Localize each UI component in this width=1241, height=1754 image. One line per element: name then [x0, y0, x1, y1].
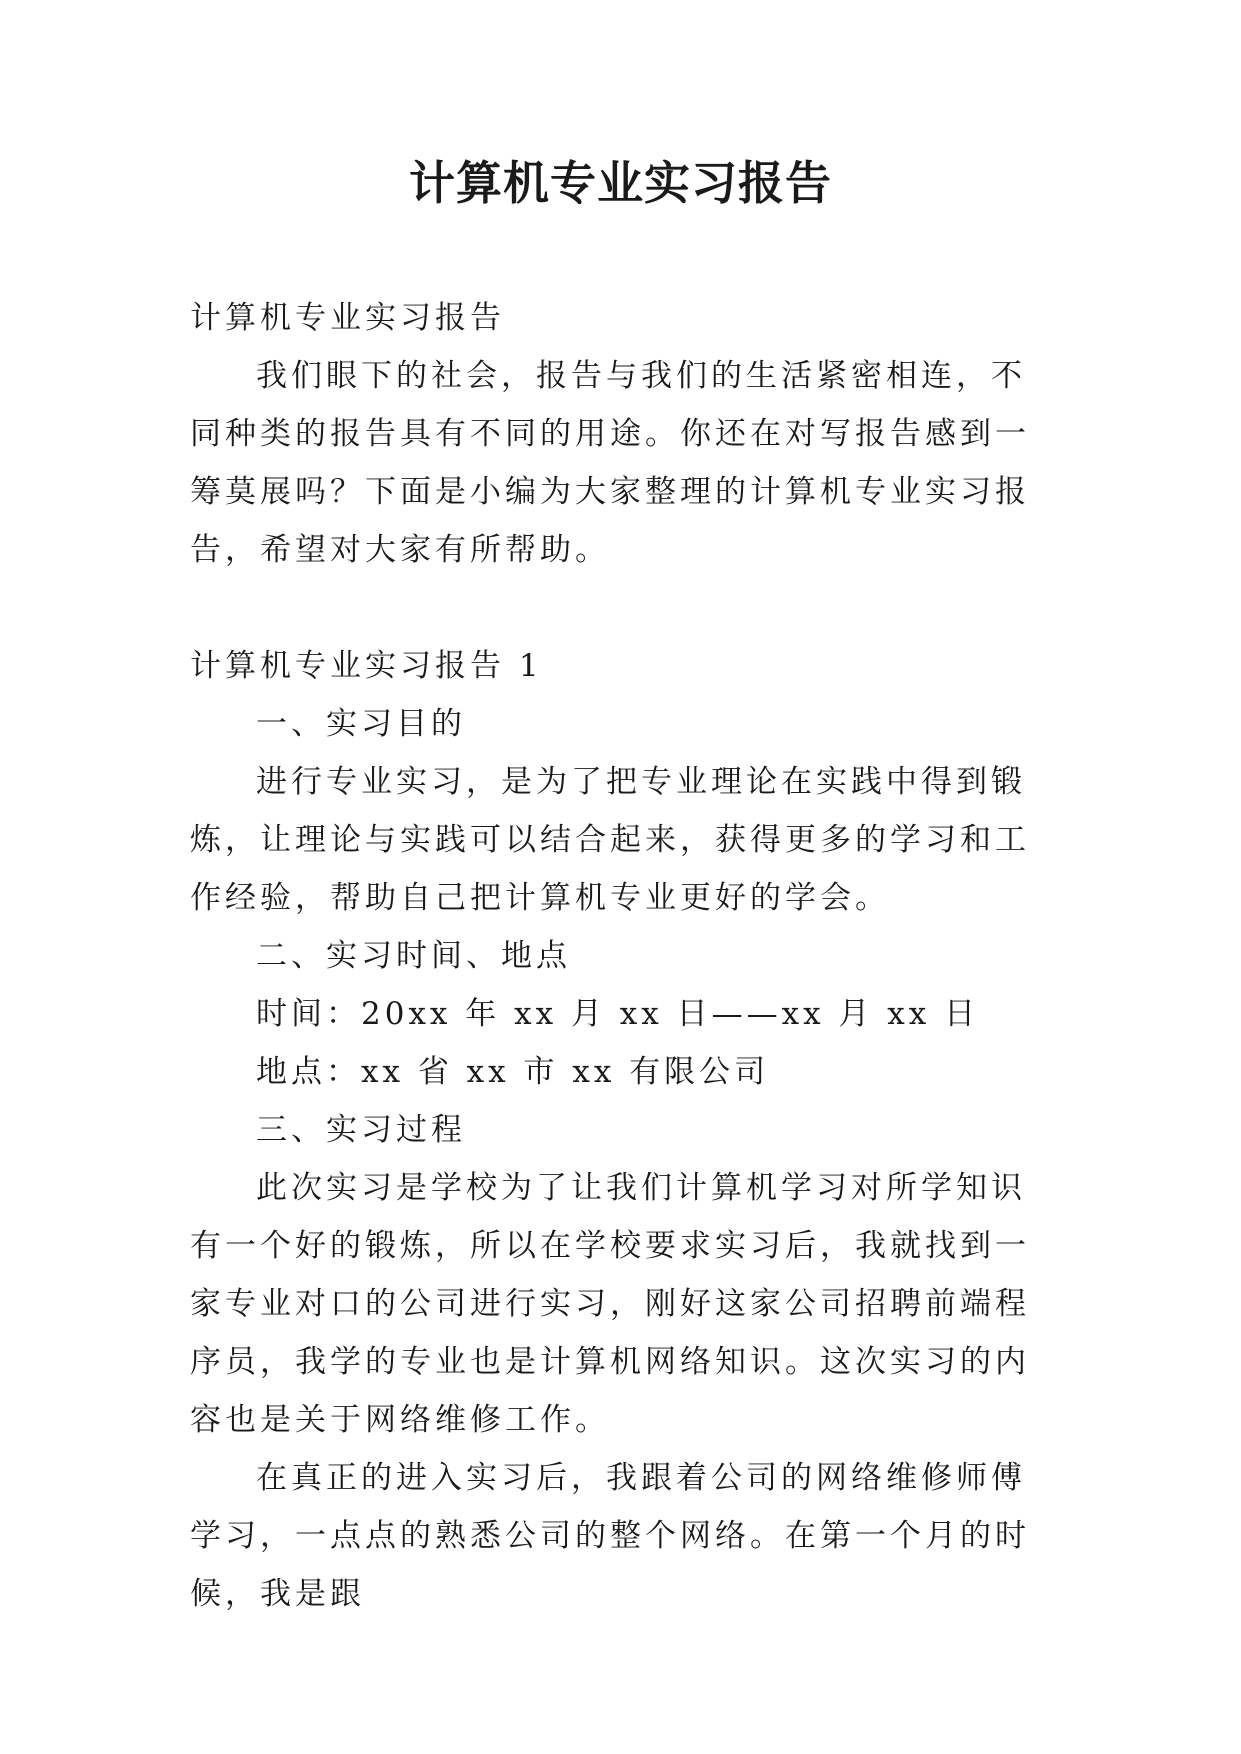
document-title: 计算机专业实习报告	[409, 156, 832, 210]
report-heading: 计算机专业实习报告 1	[190, 648, 543, 684]
section-heading-time-place: 二、实习时间、地点	[256, 938, 571, 974]
paragraph-gap	[190, 579, 1050, 637]
intro-paragraph: 我们眼下的社会，报告与我们的生活紧密相连，不同种类的报告具有不同的用途。你还在对写报告感到一筹莫展吗？下面是小编为大家整理的计算机专业实习报告，希望对大家有所帮助。	[190, 358, 1030, 568]
document-body	[190, 289, 1050, 1623]
process-paragraph-2: 在真正的进入实习后，我跟着公司的网络维修师傅学习，一点点的熟悉公司的整个网络。在第一个月的时候，我是跟	[190, 1460, 1030, 1612]
place-line: 地点：xx 省 xx 市 xx 有限公司	[256, 1054, 770, 1090]
time-line: 时间：20xx 年 xx 月 xx 日——xx 月 xx 日	[256, 996, 980, 1032]
section-heading-purpose: 一、实习目的	[256, 706, 466, 742]
section-heading-process: 三、实习过程	[256, 1112, 466, 1148]
subtitle-line: 计算机专业实习报告	[190, 300, 505, 336]
purpose-paragraph: 进行专业实习，是为了把专业理论在实践中得到锻炼，让理论与实践可以结合起来，获得更多的学习和工作经验，帮助自己把计算机专业更好的学会。	[190, 764, 1030, 916]
process-paragraph-1: 此次实习是学校为了让我们计算机学习对所学知识有一个好的锻炼，所以在学校要求实习后，我就找到一家专业对口的公司进行实习，刚好这家公司招聘前端程序员，我学的专业也是计算机网络知识。这次实习的内容也是关于网络维修工作。	[190, 1170, 1030, 1438]
